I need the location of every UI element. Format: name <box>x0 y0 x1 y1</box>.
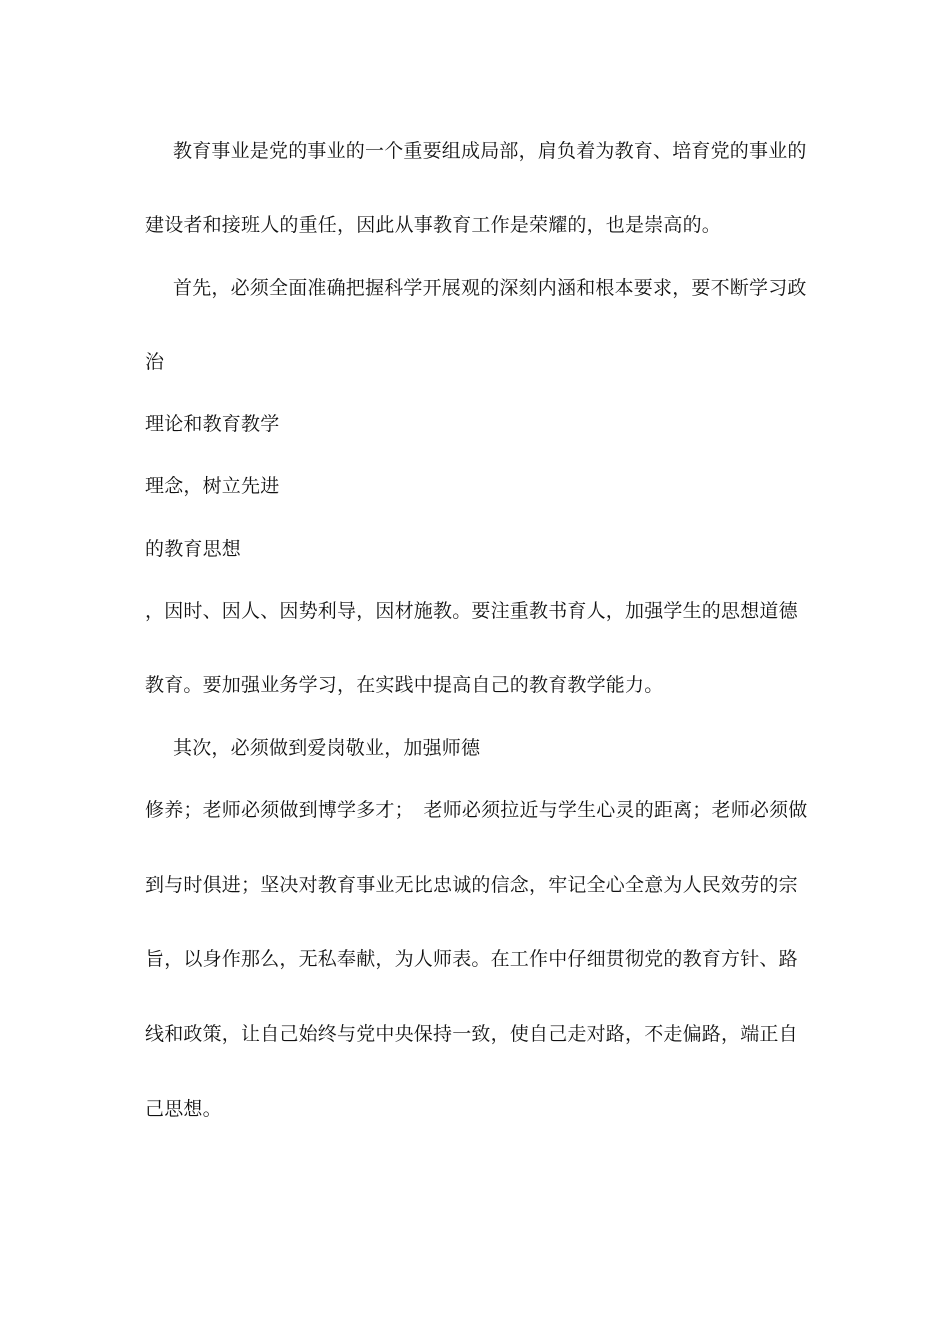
paragraph-3-line-4: 旨，以身作那么，无私奉献，为人师表。在工作中仔细贯彻党的教育方针、路 <box>145 948 798 970</box>
paragraph-3-line-1: 其次，必须做到爱岗敬业，加强师德 <box>173 737 481 759</box>
paragraph-2-line-2: 治 <box>145 351 165 373</box>
paragraph-1-line-2: 建设者和接班人的重任，因此从事教育工作是荣耀的，也是崇高的。 <box>145 214 722 236</box>
paragraph-2-line-5: 的教育思想 <box>145 538 242 560</box>
paragraph-3-line-5: 线和政策，让自己始终与党中央保持一致，使自己走对路，不走偏路，端正自 <box>145 1023 798 1045</box>
paragraph-1-line-1: 教育事业是党的事业的一个重要组成局部，肩负着为教育、培育党的事业的 <box>173 140 807 162</box>
paragraph-2-line-7: 教育。要加强业务学习，在实践中提高自己的教育教学能力。 <box>145 674 664 696</box>
paragraph-3-line-3: 到与时俱进；坚决对教育事业无比忠诚的信念，牢记全心全意为人民效劳的宗 <box>145 874 798 896</box>
paragraph-2-line-3: 理论和教育教学 <box>145 413 280 435</box>
paragraph-3-line-2: 修养；老师必须做到博学多才； 老师必须拉近与学生心灵的距离；老师必须做 <box>145 799 808 821</box>
paragraph-2-line-1: 首先，必须全面准确把握科学开展观的深刻内涵和根本要求，要不断学习政 <box>173 277 807 299</box>
paragraph-2-line-6: ，因时、因人、因势利导，因材施教。要注重教书育人，加强学生的思想道德 <box>145 600 798 622</box>
paragraph-2-line-4: 理念，树立先进 <box>145 475 280 497</box>
paragraph-3-line-6: 己思想。 <box>145 1098 222 1120</box>
